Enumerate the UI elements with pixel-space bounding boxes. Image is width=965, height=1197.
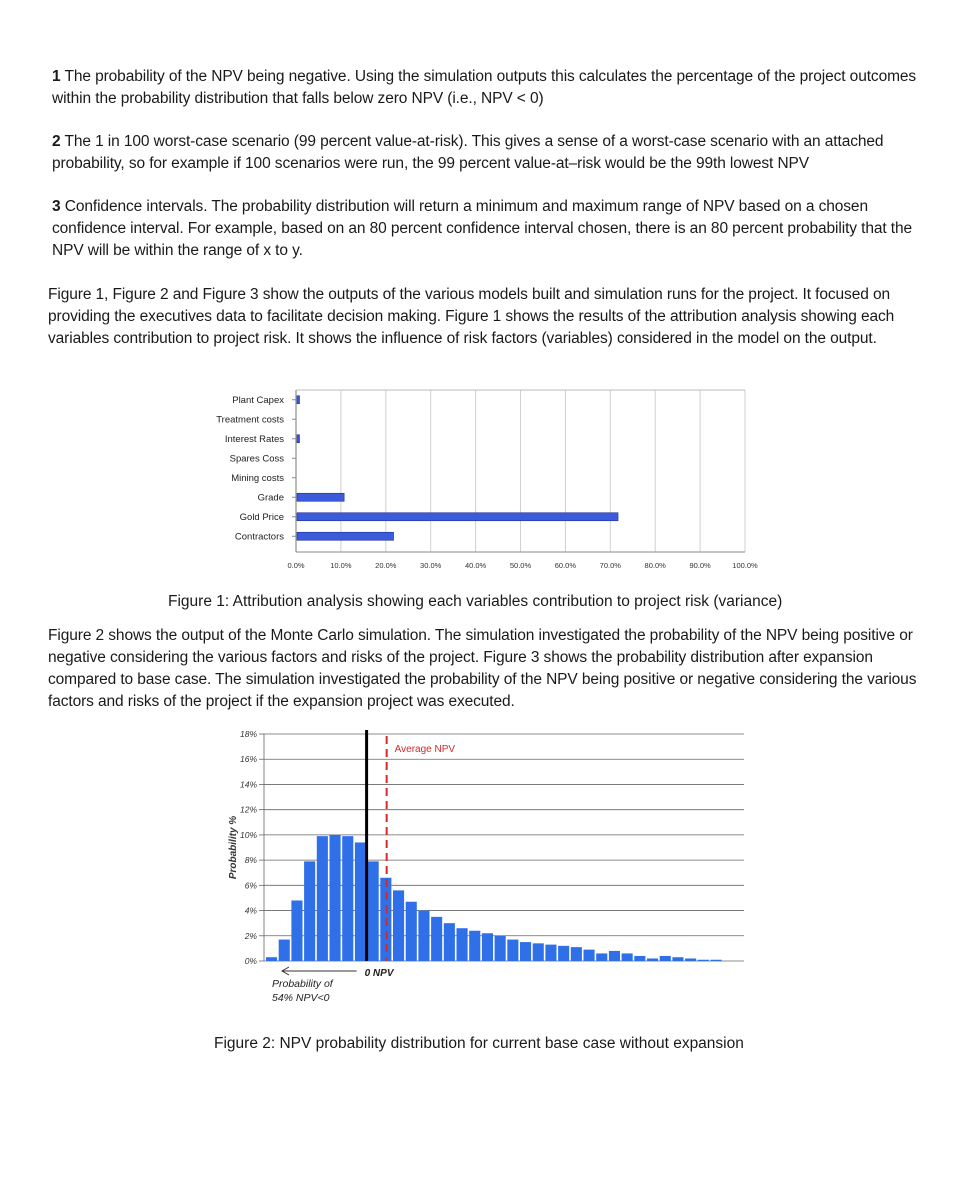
histogram-bar <box>457 928 468 961</box>
histogram-bar <box>342 836 353 961</box>
category-label: Contractors <box>234 531 284 543</box>
category-label: Mining costs <box>231 472 284 484</box>
list-marker: 3 <box>52 198 61 215</box>
histogram-bar <box>507 940 518 961</box>
category-label: Plant Capex <box>232 394 284 406</box>
x-tick-label: 20.0% <box>375 561 397 570</box>
x-tick-label: 40.0% <box>464 561 487 570</box>
bar <box>297 396 300 404</box>
histogram-bar <box>660 956 671 961</box>
y-tick-label: 6% <box>244 880 257 891</box>
histogram-bar <box>444 923 455 961</box>
histogram-bar <box>545 945 556 961</box>
histogram-bar <box>647 958 658 961</box>
histogram-bar <box>520 942 531 961</box>
x-tick-label: 70.0% <box>599 561 621 570</box>
figure2-paragraph: Figure 2 shows the output of the Monte Carlo simulation. The simulation investigated the probability of the NPV being positive or negative considering the various factors and risks of the project. Figure 3 shows the probability distribution after expansion compared to base case. The simulation investigated the probability of the NPV being positive or negative considering the various factors and risks of the project if the expansion project was executed. <box>48 627 917 710</box>
histogram-bar <box>393 890 404 961</box>
list-marker: 2 <box>52 133 61 150</box>
histogram-bar <box>584 950 595 961</box>
average-npv-label: Average NPV <box>394 744 456 755</box>
histogram-bar <box>571 947 582 961</box>
histogram-bar <box>418 911 429 961</box>
x-tick-label: 10.0% <box>330 561 352 570</box>
bar <box>297 493 344 501</box>
figure2-caption: Figure 2: NPV probability distribution for current base case without expansion <box>214 1035 744 1052</box>
histogram-bar <box>482 933 493 961</box>
histogram-bar <box>279 940 290 961</box>
histogram-bar <box>672 957 683 961</box>
x-tick-label: 60.0% <box>554 561 577 570</box>
histogram-bar <box>291 900 302 961</box>
y-tick-label: 16% <box>239 754 257 765</box>
x-tick-label: 90.0% <box>689 561 711 570</box>
histogram-bar <box>317 836 328 961</box>
bar <box>297 513 618 521</box>
histogram-bar <box>266 957 277 961</box>
list-item-text: The 1 in 100 worst-case scenario (99 percent value-at-risk). This gives a sense of a worst-case scenario with an attached probability, so for example if 100 scenarios were run, the 99 percent value-at–risk would be the 99th lowest NPV <box>52 133 884 172</box>
category-label: Gold Price <box>239 511 284 523</box>
zero-npv-label: 0 NPV <box>364 968 394 979</box>
histogram-bar <box>355 842 366 961</box>
histogram-bar <box>330 835 341 961</box>
y-tick-label: 12% <box>239 804 257 815</box>
y-tick-label: 18% <box>239 729 257 739</box>
y-tick-label: 0% <box>244 956 257 966</box>
histogram-bar <box>609 951 620 961</box>
x-tick-label: 0.0% <box>287 561 305 570</box>
histogram-bar <box>634 956 645 961</box>
histogram-bar <box>698 960 709 961</box>
histogram-bar <box>406 902 417 961</box>
npv-distribution-chart <box>222 728 762 1013</box>
bar <box>297 532 394 540</box>
figures-intro-paragraph: Figure 1, Figure 2 and Figure 3 show the outputs of the various models built and simulation runs for the project. It focused on providing the executives data to facilitate decision making. Figure 1 shows the results of the attribution analysis showing each variables contribution to project risk. It shows the influence of risk factors (variables) considered in the model on the output. <box>48 286 895 347</box>
y-tick-label: 4% <box>244 905 257 916</box>
histogram-bar <box>533 943 544 961</box>
histogram-bar <box>368 861 379 961</box>
list-item-3 <box>52 196 942 262</box>
category-label: Interest Rates <box>224 433 284 445</box>
category-label: Grade <box>257 492 284 504</box>
list-marker: 1 <box>52 68 61 85</box>
y-tick-label: 10% <box>239 829 257 840</box>
list-item-2 <box>52 131 942 175</box>
category-label: Spares Coss <box>229 453 284 465</box>
x-tick-label: 80.0% <box>644 561 666 570</box>
y-tick-label: 8% <box>244 855 257 866</box>
histogram-bar <box>469 931 480 961</box>
histogram-bar <box>495 936 506 961</box>
x-tick-label: 30.0% <box>420 561 442 570</box>
histogram-bar <box>431 917 442 961</box>
list-item-1 <box>52 66 942 110</box>
list-item-text: The probability of the NPV being negative. Using the simulation outputs this calculates the percentage of the project outcomes within the probability distribution that falls below zero NPV (i.e., NPV < 0) <box>52 68 917 107</box>
histogram-bar <box>558 946 569 961</box>
y-axis-label: Probability % <box>228 815 239 880</box>
x-tick-label: 100.0% <box>732 561 758 570</box>
histogram-bar <box>304 861 315 961</box>
x-tick-label: 50.0% <box>509 561 532 570</box>
list-item-text: Confidence intervals. The probability distribution will return a minimum and maximum range of NPV based on a chosen confidence interval. For example, based on an 80 percent confidence interval chosen, there is an 80 percent probability that the NPV will be within the range of x to y. <box>52 198 913 259</box>
histogram-bar <box>596 953 607 961</box>
probability-label-line1: Probability of <box>272 978 333 990</box>
histogram-bar <box>685 958 696 961</box>
probability-label-line2: 54% NPV<0 <box>272 992 330 1004</box>
probability-arrow <box>282 967 357 975</box>
histogram-bar <box>622 953 633 961</box>
figure1-caption: Figure 1: Attribution analysis showing each variables contribution to project risk (variance) <box>168 593 783 610</box>
histogram-bar <box>711 960 722 961</box>
attribution-chart <box>190 382 790 572</box>
y-tick-label: 2% <box>244 930 257 941</box>
bar <box>297 435 300 443</box>
y-tick-label: 14% <box>239 779 257 790</box>
category-label: Treatment costs <box>216 414 284 426</box>
